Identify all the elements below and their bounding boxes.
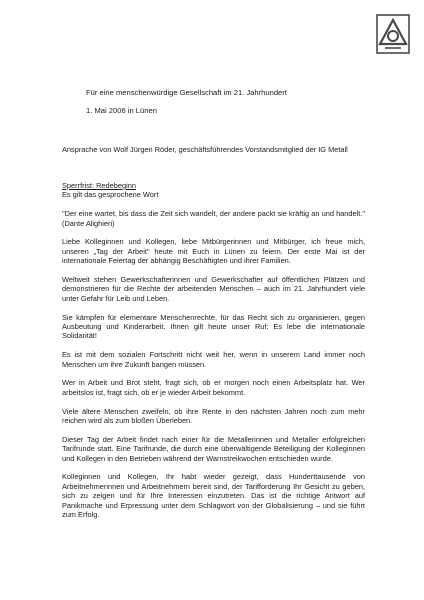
embargo-label: Sperrfrist: Redebeginn: [62, 181, 136, 190]
ig-metall-logo: [376, 14, 410, 54]
paragraph: Wer in Arbeit und Brot steht, fragt sich, ob er morgen noch einen Arbeitsplatz hat. Wer arbeitslos ist, fragt sich, ob er je wieder Arbeit bekommt.: [62, 378, 365, 397]
document-motto: Für eine menschenwürdige Gesellschaft im 21. Jahrhundert: [86, 88, 287, 97]
paragraph: Viele ältere Menschen zweifeln, ob ihre Rente in den nächsten Jahren noch zum mehr reichen wird als zum bloßen Überleben.: [62, 406, 365, 426]
paragraph: Kolleginnen und Kollegen, Ihr habt wieder gezeigt, dass Hunderttausende von Arbeitnehmerinnen und Arbeitnehmern bereit sind, der Tarifforderung Ihr Gesicht zu geben, sich zu zeigen und für Ihre Interessen einzutreten. Das ist die richtige Antwort auf Panikmache und Erpressung unter dem Schlagwort von der Globalisierung – und sie führt zum Erfolg.: [62, 472, 365, 520]
document-date-place: 1. Mai 2006 in Lünen: [86, 106, 157, 115]
quote-paragraph: "Der eine wartet, bis dass die Zeit sich wandelt, der andere packt sie kräftig an und handelt." (Dante Alighieri): [62, 209, 365, 228]
paragraph: Dieser Tag der Arbeit findet nach einer für die Metallerinnen und Metaller erfolgreichen Tarifrunde statt. Eine Tarifrunde, die durch eine überwältigende Beteiligung der Kolleginnen und Kollegen in den Betrieben während der Warnstreikwochen entschieden wurde.: [62, 434, 365, 463]
embargo-note: Es gilt das gesprochene Wort: [62, 190, 159, 200]
paragraph: Weltweit stehen Gewerkschafterinnen und Gewerkschafter auf öffentlichen Plätzen und demonstrieren für die Rechte der arbeitenden Menschen – auch im 21. Jahrhundert viele unter Gefahr für Leib und Leben.: [62, 275, 365, 303]
paragraph: Liebe Kolleginnen und Kollegen, liebe Mitbürgerinnen und Mitbürger, ich freue mich, unseren „Tag der Arbeit" heute mit Euch in Lünen zu feiern. Der erste Mai ist der internationale Feiertag der abhängig Beschäftigten und ihrer Familien.: [62, 237, 365, 266]
speech-intro: Ansprache von Wolf Jürgen Röder, geschäftsführendes Vorstandsmitglied der IG Metall: [62, 145, 348, 154]
paragraph: Es ist mit dem sozialen Fortschritt nicht weit her, wenn in unserem Land immer noch Menschen um ihre Zukunft bangen müssen.: [62, 350, 365, 369]
speech-body: [62, 181, 365, 529]
paragraph: Sie kämpfen für elementare Menschenrechte, für das Recht sich zu organisieren, gegen Ausbeutung und Kinderarbeit. Ihnen gilt heute unser Ruf: Es lebe die internationale Solidarität!: [62, 312, 365, 341]
